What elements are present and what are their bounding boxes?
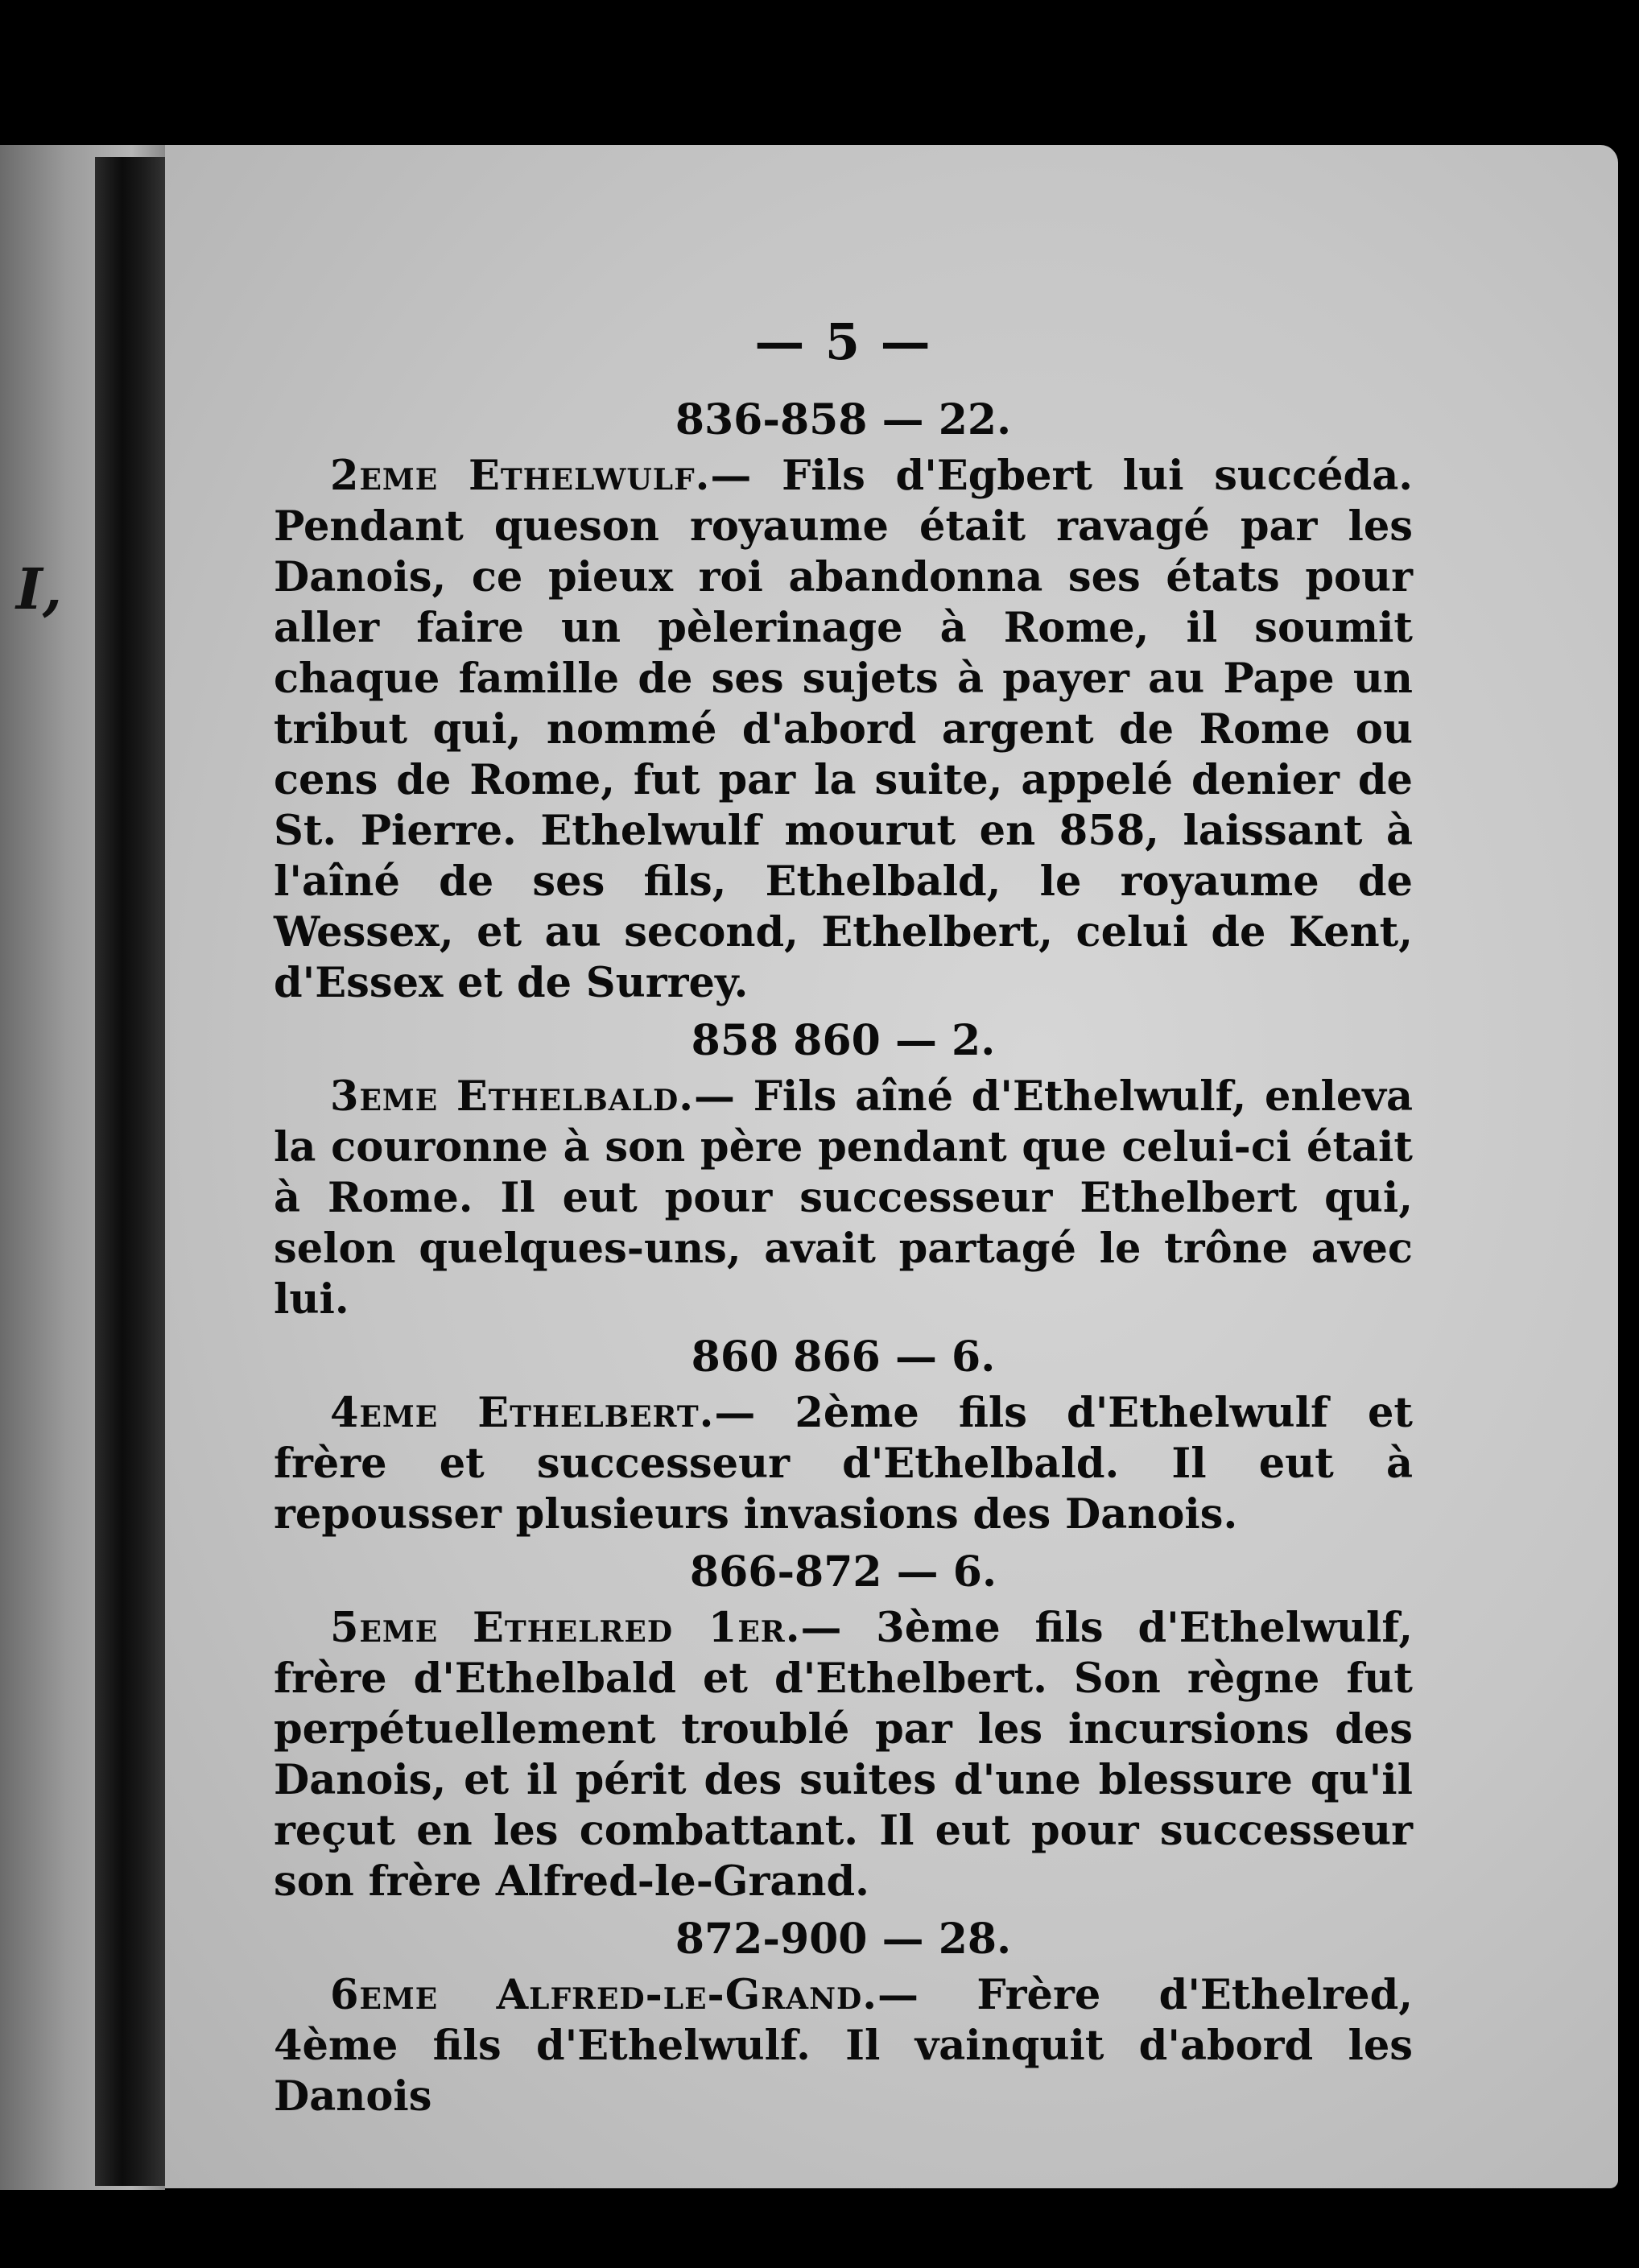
king-ordinal: 3eme: [330, 1072, 439, 1121]
king-name: Ethelwulf.: [468, 452, 711, 500]
reign-dates: 866-872 — 6.: [689, 1547, 997, 1597]
king-entry: [274, 1072, 1413, 1325]
left-page-text-fragment: I,: [16, 556, 63, 622]
king-description: — Fils aîné d'Ethelwulf, enleva la couronne à son père pendant que celui-ci était à Rome. Il eut pour successeur Ethelbert qui, selon quelques-uns, avait partagé le trône avec lui.: [274, 1072, 1413, 1324]
king-name: Ethelred 1er.: [473, 1604, 801, 1652]
king-ordinal: 6eme: [330, 1971, 439, 2019]
king-ordinal: 5eme: [330, 1604, 439, 1652]
king-entry: [274, 1970, 1413, 2122]
king-name: Ethelbald.: [456, 1072, 694, 1121]
king-name: Alfred-le-Grand.: [496, 1971, 877, 2019]
page-number: — 5 —: [754, 312, 932, 371]
king-ordinal: 2eme: [330, 452, 439, 500]
king-name: Ethelbert.: [477, 1389, 715, 1437]
book-gutter: [95, 157, 172, 2186]
reign-dates: 836-858 — 22.: [675, 395, 1012, 444]
king-description: — Fils d'Egbert lui succéda. Pendant queson royaume était ravagé par les Danois, ce pieux roi abandonna ses états pour aller faire un pèlerinage à Rome, il soumit chaque famille de ses sujets à payer au Pape un tribut qui, nommé d'abord argent de Rome ou cens de Rome, fut par la suite, appelé denier de St. Pierre. Ethelwulf mourut en 858, laissant à l'aîné de ses fils, Ethelbald, le royaume de Wessex, et au second, Ethelbert, celui de Kent, d'Essex et de Surrey.: [274, 452, 1413, 1007]
reign-dates: 860 866 — 6.: [691, 1332, 996, 1382]
reign-dates: 872-900 — 28.: [675, 1915, 1012, 1964]
king-description: — 2ème fils d'Ethelwulf et frère et successeur d'Ethelbald. Il eut à repousser plusieurs invasions des Danois.: [274, 1389, 1413, 1539]
king-ordinal: 4eme: [330, 1389, 439, 1437]
reign-dates: 858 860 — 2.: [691, 1016, 996, 1065]
page-content: [274, 312, 1413, 2129]
king-entry: [274, 1388, 1413, 1540]
king-entry: [274, 1603, 1413, 1907]
king-description: — Frère d'Ethelred, 4ème fils d'Ethelwulf. Il vainquit d'abord les Danois: [274, 1971, 1413, 2121]
king-description: — 3ème fils d'Ethelwulf, frère d'Ethelbald et d'Ethelbert. Son règne fut perpétuellement troublé par les incursions des Danois, et il périt des suites d'une blessure qu'il reçut en les combattant. Il eut pour successeur son frère Alfred-le-Grand.: [274, 1604, 1414, 1906]
king-entry: [274, 451, 1413, 1009]
